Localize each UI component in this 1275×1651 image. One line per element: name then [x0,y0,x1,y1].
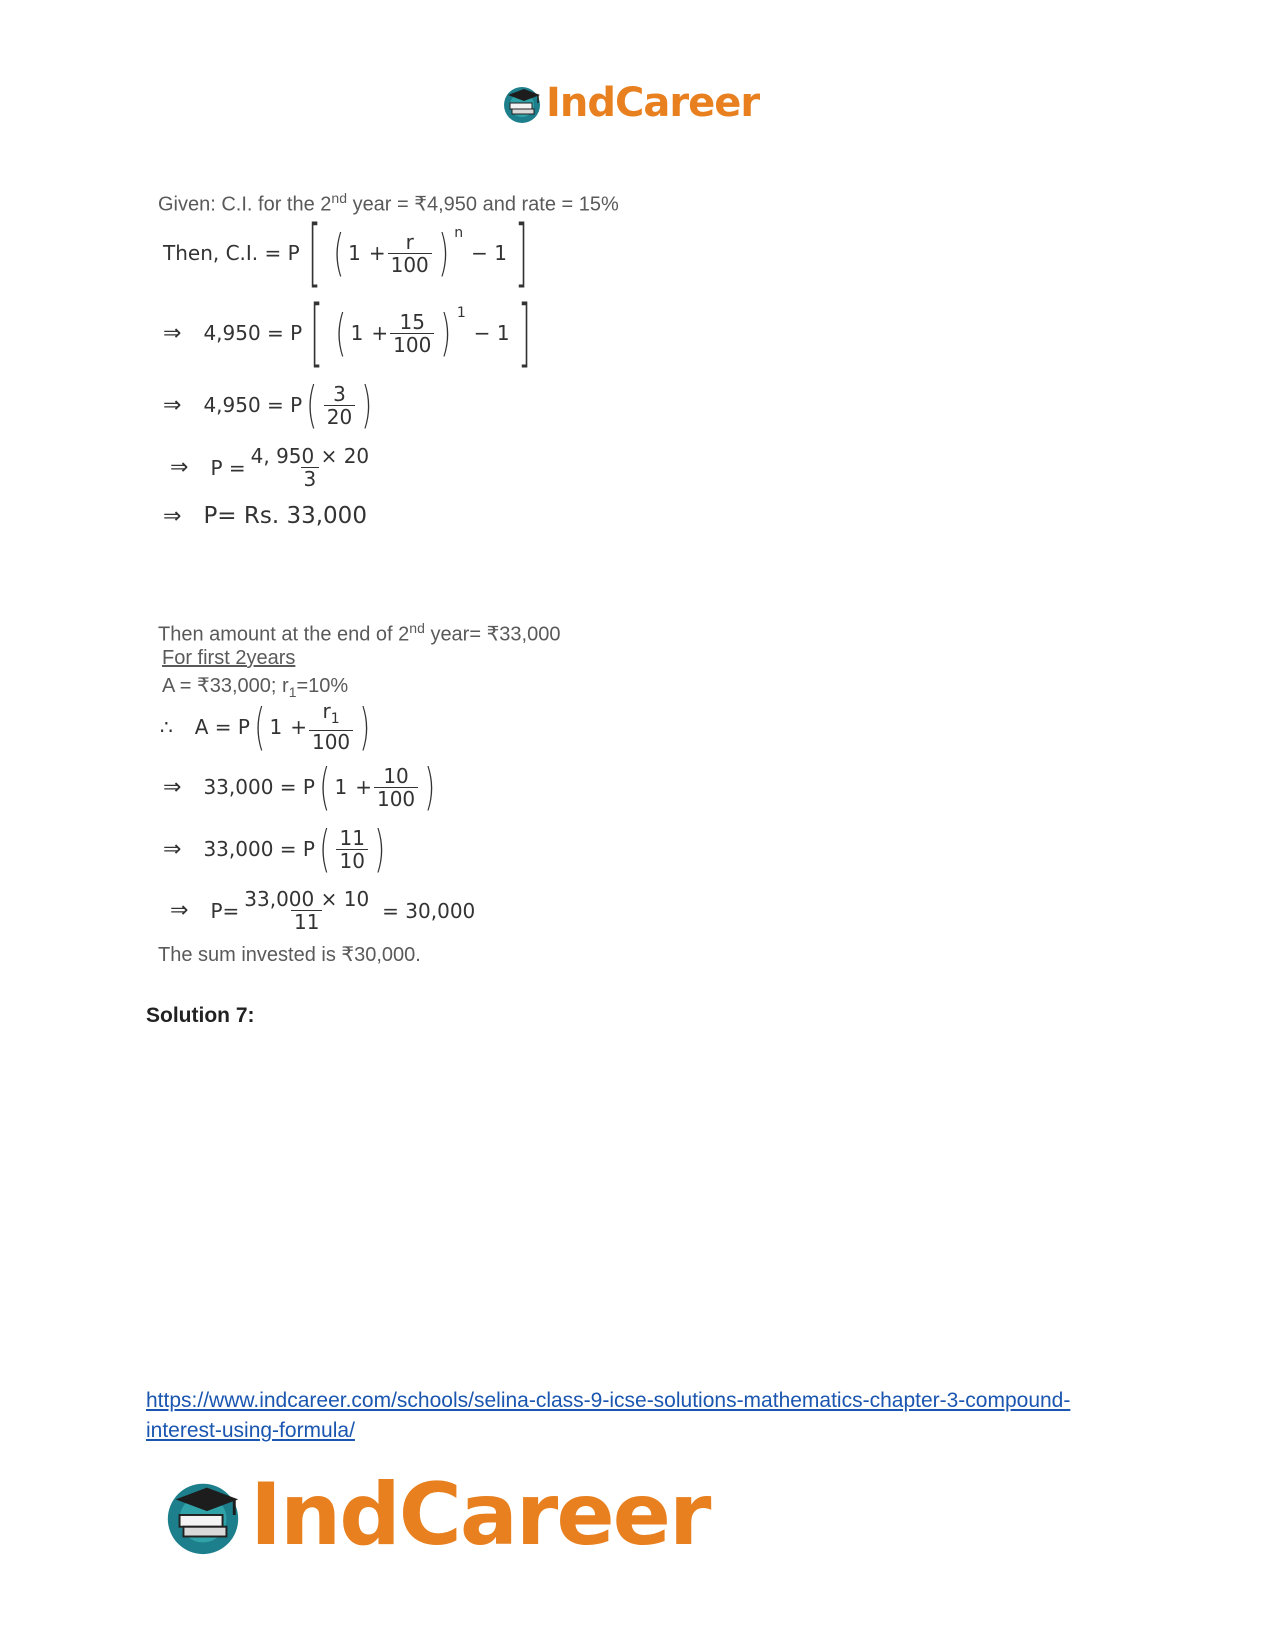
p-expression [170,445,374,490]
one: 1 [269,714,283,739]
paren-open: ( [332,224,344,282]
p-result [163,503,367,529]
implies-icon: ⇒ [163,774,182,800]
ci-formula [163,210,536,296]
frac-num [319,700,342,730]
bracket-open: [ [307,210,321,296]
amount-line [158,620,560,647]
paren-open: ( [335,304,347,362]
paren-close: ) [440,304,452,362]
minus-one: − 1 [473,321,510,345]
given-sup: nd [331,190,347,206]
r1-sub: 1 [330,711,340,727]
frac-den: 3 [301,467,320,490]
paren-close: ) [424,758,436,816]
a-given-text: A = ₹33,000; r [162,675,289,697]
a-given-line [162,673,348,700]
solution-7-heading: Solution 7: [146,1004,255,1027]
fraction-15-100 [390,311,434,356]
given-text: Given: C.I. for the 2 [158,193,332,216]
line4-lhs: P = [210,455,246,480]
frac-den: 100 [388,253,432,276]
given-line [158,190,619,217]
paren-close: ) [374,820,386,878]
graduation-globe-icon [500,81,544,125]
frac-den: 100 [309,730,353,753]
paren-open: ( [319,820,331,878]
plus: + [290,714,307,739]
header-logo [500,80,759,126]
ci-substituted [163,290,538,376]
ci-simplified [163,376,377,434]
footer-logo [160,1465,709,1565]
paren-open: ( [306,376,318,434]
exponent-n: n [454,225,464,241]
frac-den: 100 [390,333,434,356]
conclusion: The sum invested is ₹30,000. [158,944,421,966]
fraction-r1-100 [309,700,353,753]
implies-icon: ⇒ [163,320,182,346]
frac-num: 11 [339,825,365,850]
bracket-open: [ [310,290,324,376]
first-2-years-subheading: For first 2years [162,647,296,669]
paren-close: ) [359,697,371,756]
plus: + [368,241,386,265]
one: 1 [350,321,364,345]
frac-num: r [405,229,414,254]
graduation-globe-icon [160,1472,246,1558]
paren-open: ( [254,697,266,756]
implies-icon: ⇒ [170,898,189,923]
line3-lhs: 4,950 = P [203,393,303,417]
principal-expression [170,888,475,933]
one: 1 [348,241,361,265]
header-logo-text: IndCareer [546,80,760,126]
source-link[interactable]: https://www.indcareer.com/schools/selina-class-9-icse-solutions-mathematics-chapter-3-compound-interest-using-formula/ [146,1389,1071,1442]
implies-icon: ⇒ [170,455,189,480]
frac-num: 15 [399,309,425,334]
line4-lhs: P= [210,898,240,923]
amount-text: Then amount at the end of 2 [158,623,410,646]
bracket-close: ] [517,290,531,376]
implies-icon: ⇒ [163,392,182,418]
amount-substituted [163,758,440,816]
plus: + [371,321,389,345]
r1-text: r [322,699,331,723]
plus: + [355,775,372,799]
line2-lhs: 4,950 = P [203,321,303,345]
frac-num: 3 [333,381,346,406]
frac-num: 10 [383,763,409,788]
fraction-r-100 [388,231,432,276]
paren-close: ) [361,376,373,434]
footer-logo-text: IndCareer [250,1465,710,1565]
frac-den: 11 [291,910,322,933]
paren-open: ( [319,758,331,816]
minus-one: − 1 [471,241,508,265]
ci-formula-lhs: Then, C.I. = P [163,241,300,265]
amount-formula [160,697,375,756]
a-given-sub: 1 [288,684,297,700]
a-given-rest: =10% [296,675,349,697]
bracket-close: ] [514,210,528,296]
paren-close: ) [438,224,449,282]
fraction-10-100 [374,765,418,810]
frac-den: 10 [336,849,367,872]
frac-den: 100 [374,787,418,810]
amount-rest: year= ₹33,000 [430,623,561,646]
p-result-text: P= Rs. 33,000 [203,503,367,529]
implies-icon: ⇒ [163,836,182,862]
amount-simplified [163,820,389,878]
exponent-1: 1 [456,305,466,321]
fraction-p [248,445,373,490]
fraction-11-10 [336,827,367,872]
frac-num: 4, 950 × 20 [250,444,370,468]
therefore-icon: ∴ [160,714,173,739]
line4-rhs: = 30,000 [382,898,476,923]
implies-icon: ⇒ [163,503,182,529]
line2-lhs: 33,000 = P [203,775,315,799]
one: 1 [334,775,348,799]
given-rest: year = ₹4,950 and rate = 15% [352,193,619,216]
frac-den: 20 [324,405,355,428]
line3-lhs: 33,000 = P [203,837,315,861]
fraction-3-20 [324,383,355,428]
amount-sup: nd [409,620,425,636]
fraction-principal [241,888,372,933]
frac-num: 33,000 × 10 [244,887,370,911]
formula-lhs: A = P [194,714,250,739]
